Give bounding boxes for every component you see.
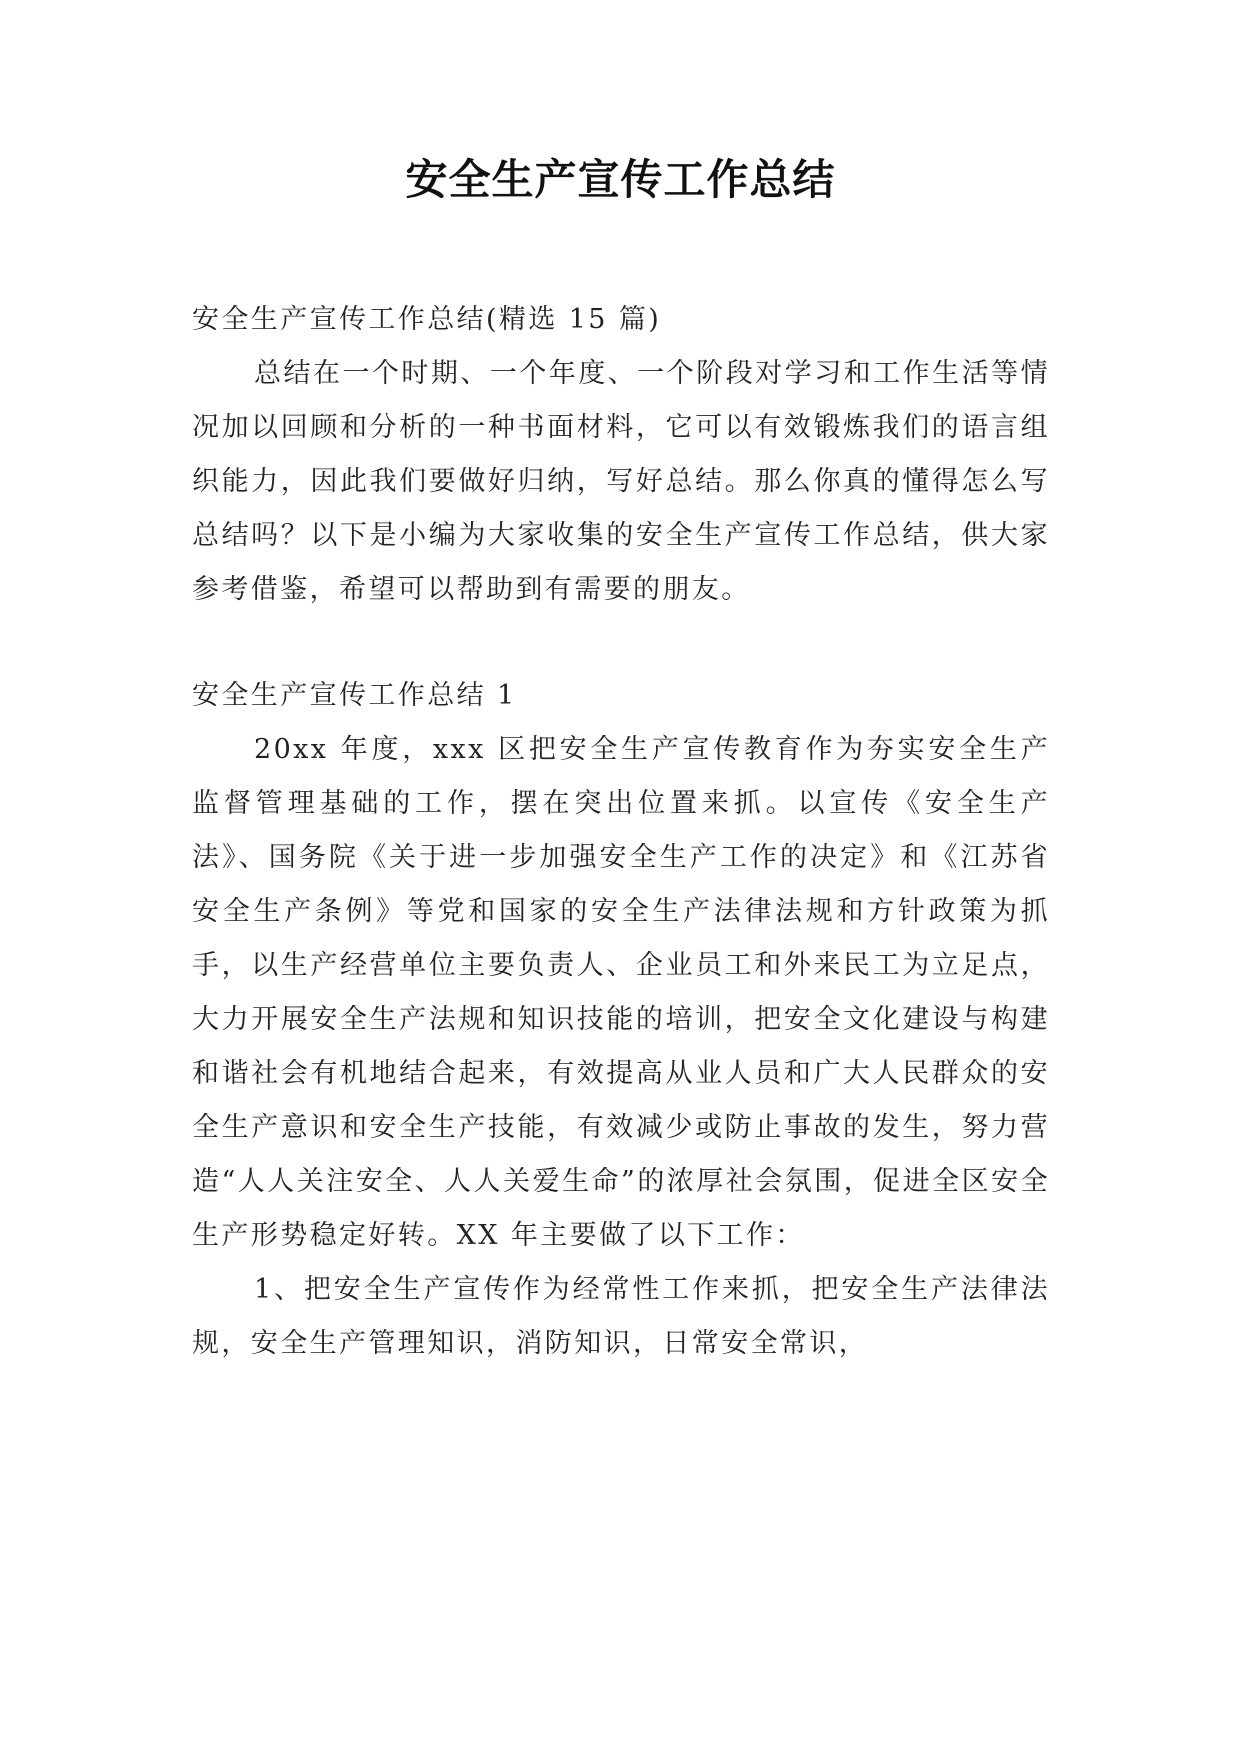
section-heading: 安全生产宣传工作总结 1 (192, 680, 517, 711)
section-paragraph-item: 1、把安全生产宣传作为经常性工作来抓，把安全生产法律法规，安全生产管理知识，消防知识，日常安全常识， (192, 1274, 1050, 1359)
document-body (192, 293, 1050, 1371)
intro-paragraph: 总结在一个时期、一个年度、一个阶段对学习和工作生活等情况加以回顾和分析的一种书面材料，它可以有效锻炼我们的语言组织能力，因此我们要做好归纳，写好总结。那么你真的懂得怎么写总结吗？以下是小编为大家收集的安全生产宣传工作总结，供大家参考借鉴，希望可以帮助到有需要的朋友。 (192, 358, 1050, 605)
document-title: 安全生产宣传工作总结 (405, 155, 836, 204)
document-subtitle: 安全生产宣传工作总结(精选 15 篇) (192, 304, 662, 335)
section-paragraph: 20xx 年度，xxx 区把安全生产宣传教育作为夯实安全生产监督管理基础的工作，摆在突出位置来抓。以宣传《安全生产法》、国务院《关于进一步加强安全生产工作的决定》和《江苏省安全生产条例》等党和国家的安全生产法律法规和方针政策为抓手，以生产经营单位主要负责人、企业员工和外来民工为立足点，大力开展安全生产法规和知识技能的培训，把安全文化建设与构建和谐社会有机地结合起来，有效提高从业人员和广大人民群众的安全生产意识和安全生产技能，有效减少或防止事故的发生，努力营造“人人关注安全、人人关爱生命”的浓厚社会氛围，促进全区安全生产形势稳定好转。XX 年主要做了以下工作： (192, 734, 1050, 1251)
